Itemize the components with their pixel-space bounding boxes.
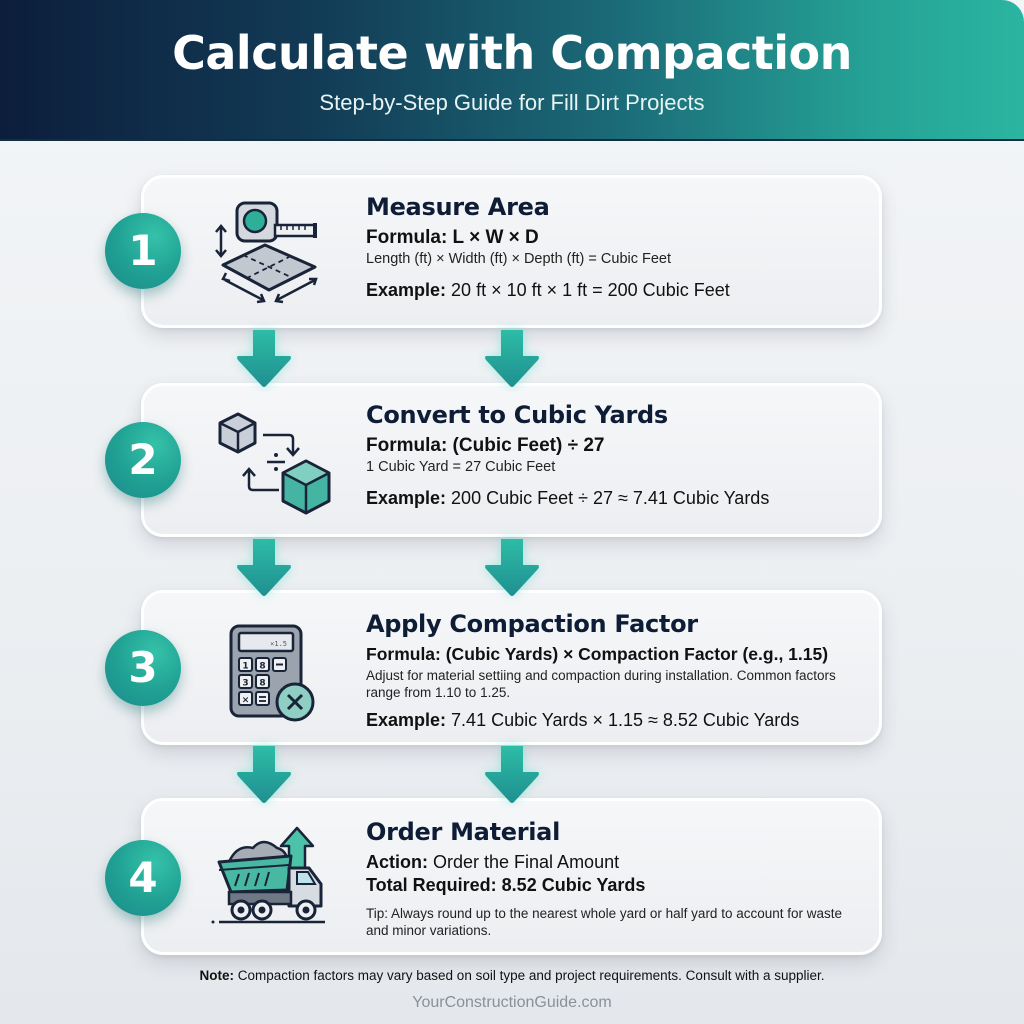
calculator-icon	[205, 618, 335, 738]
step-title: Measure Area	[366, 193, 550, 221]
svg-text:×: ×	[241, 695, 250, 706]
example-label: Example:	[366, 280, 447, 300]
down-arrow-icon	[484, 746, 540, 804]
example-label: Example:	[366, 488, 447, 508]
step-example	[366, 710, 876, 731]
svg-text:8: 8	[259, 661, 266, 672]
down-arrow-icon	[236, 746, 292, 804]
step-content-2	[366, 401, 876, 509]
step-number-badge-1: 1	[105, 213, 181, 289]
footer-note	[0, 968, 1024, 983]
step-formula: Formula: L × W × D	[366, 227, 539, 248]
step-content-4	[366, 818, 876, 939]
step-description: Length (ft) × Width (ft) × Depth (ft) = Cubic Feet	[366, 251, 672, 267]
step-description: Adjust for material settiing and compaction during installation. Common factors range from 1.10 to 1.25.	[366, 668, 836, 700]
page-subtitle: Step-by-Step Guide for Fill Dirt Projects	[319, 90, 705, 115]
calculator-display: ×1.5	[270, 640, 287, 648]
note-label: Note:	[199, 968, 234, 983]
example-value: 20 ft × 10 ft × 1 ft = 200 Cubic Feet	[446, 280, 730, 300]
action-label: Action:	[366, 852, 428, 872]
cube-conversion-icon	[205, 405, 335, 525]
down-arrow-icon	[236, 330, 292, 388]
page-title: Calculate with Compaction	[172, 26, 852, 80]
example-label: Example:	[366, 710, 447, 730]
step-number-badge-3: 3	[105, 630, 181, 706]
down-arrow-icon	[484, 330, 540, 388]
svg-text:3: 3	[242, 678, 249, 689]
website-link[interactable]: YourConstructionGuide.com	[412, 994, 612, 1011]
down-arrow-icon	[484, 539, 540, 597]
step-example	[366, 488, 876, 509]
svg-text:8: 8	[259, 678, 266, 689]
step-tip: Tip: Always round up to the nearest whole yard or half yard to account for waste and minor variations.	[366, 906, 843, 938]
step-title: Convert to Cubic Yards	[366, 401, 668, 429]
example-value: 200 Cubic Feet ÷ 27 ≈ 7.41 Cubic Yards	[446, 488, 770, 508]
step-title: Apply Compaction Factor	[366, 610, 698, 638]
step-example	[366, 280, 876, 301]
step-content-3	[366, 610, 876, 731]
step-description: 1 Cubic Yard = 27 Cubic Feet	[366, 459, 556, 475]
example-value: 7.41 Cubic Yards × 1.15 ≈ 8.52 Cubic Yards	[446, 710, 800, 730]
note-text: Compaction factors may vary based on soil type and project requirements. Consult with a supplier.	[233, 968, 825, 983]
step-number-badge-2: 2	[105, 422, 181, 498]
svg-text:1: 1	[242, 661, 249, 672]
tape-measure-area-icon	[205, 195, 335, 315]
step-number-badge-4: 4	[105, 840, 181, 916]
down-arrow-icon	[236, 539, 292, 597]
step-formula: Formula: (Cubic Yards) × Compaction Factor (e.g., 1.15)	[366, 644, 829, 664]
dump-truck-icon	[205, 820, 335, 940]
action-value: Order the Final Amount	[428, 852, 620, 872]
header-banner	[0, 0, 1024, 141]
step-formula: Formula: (Cubic Feet) ÷ 27	[366, 435, 605, 456]
step-action	[366, 852, 876, 873]
step-total-required: Total Required: 8.52 Cubic Yards	[366, 875, 646, 895]
step-title: Order Material	[366, 818, 560, 846]
step-content-1	[366, 193, 876, 301]
